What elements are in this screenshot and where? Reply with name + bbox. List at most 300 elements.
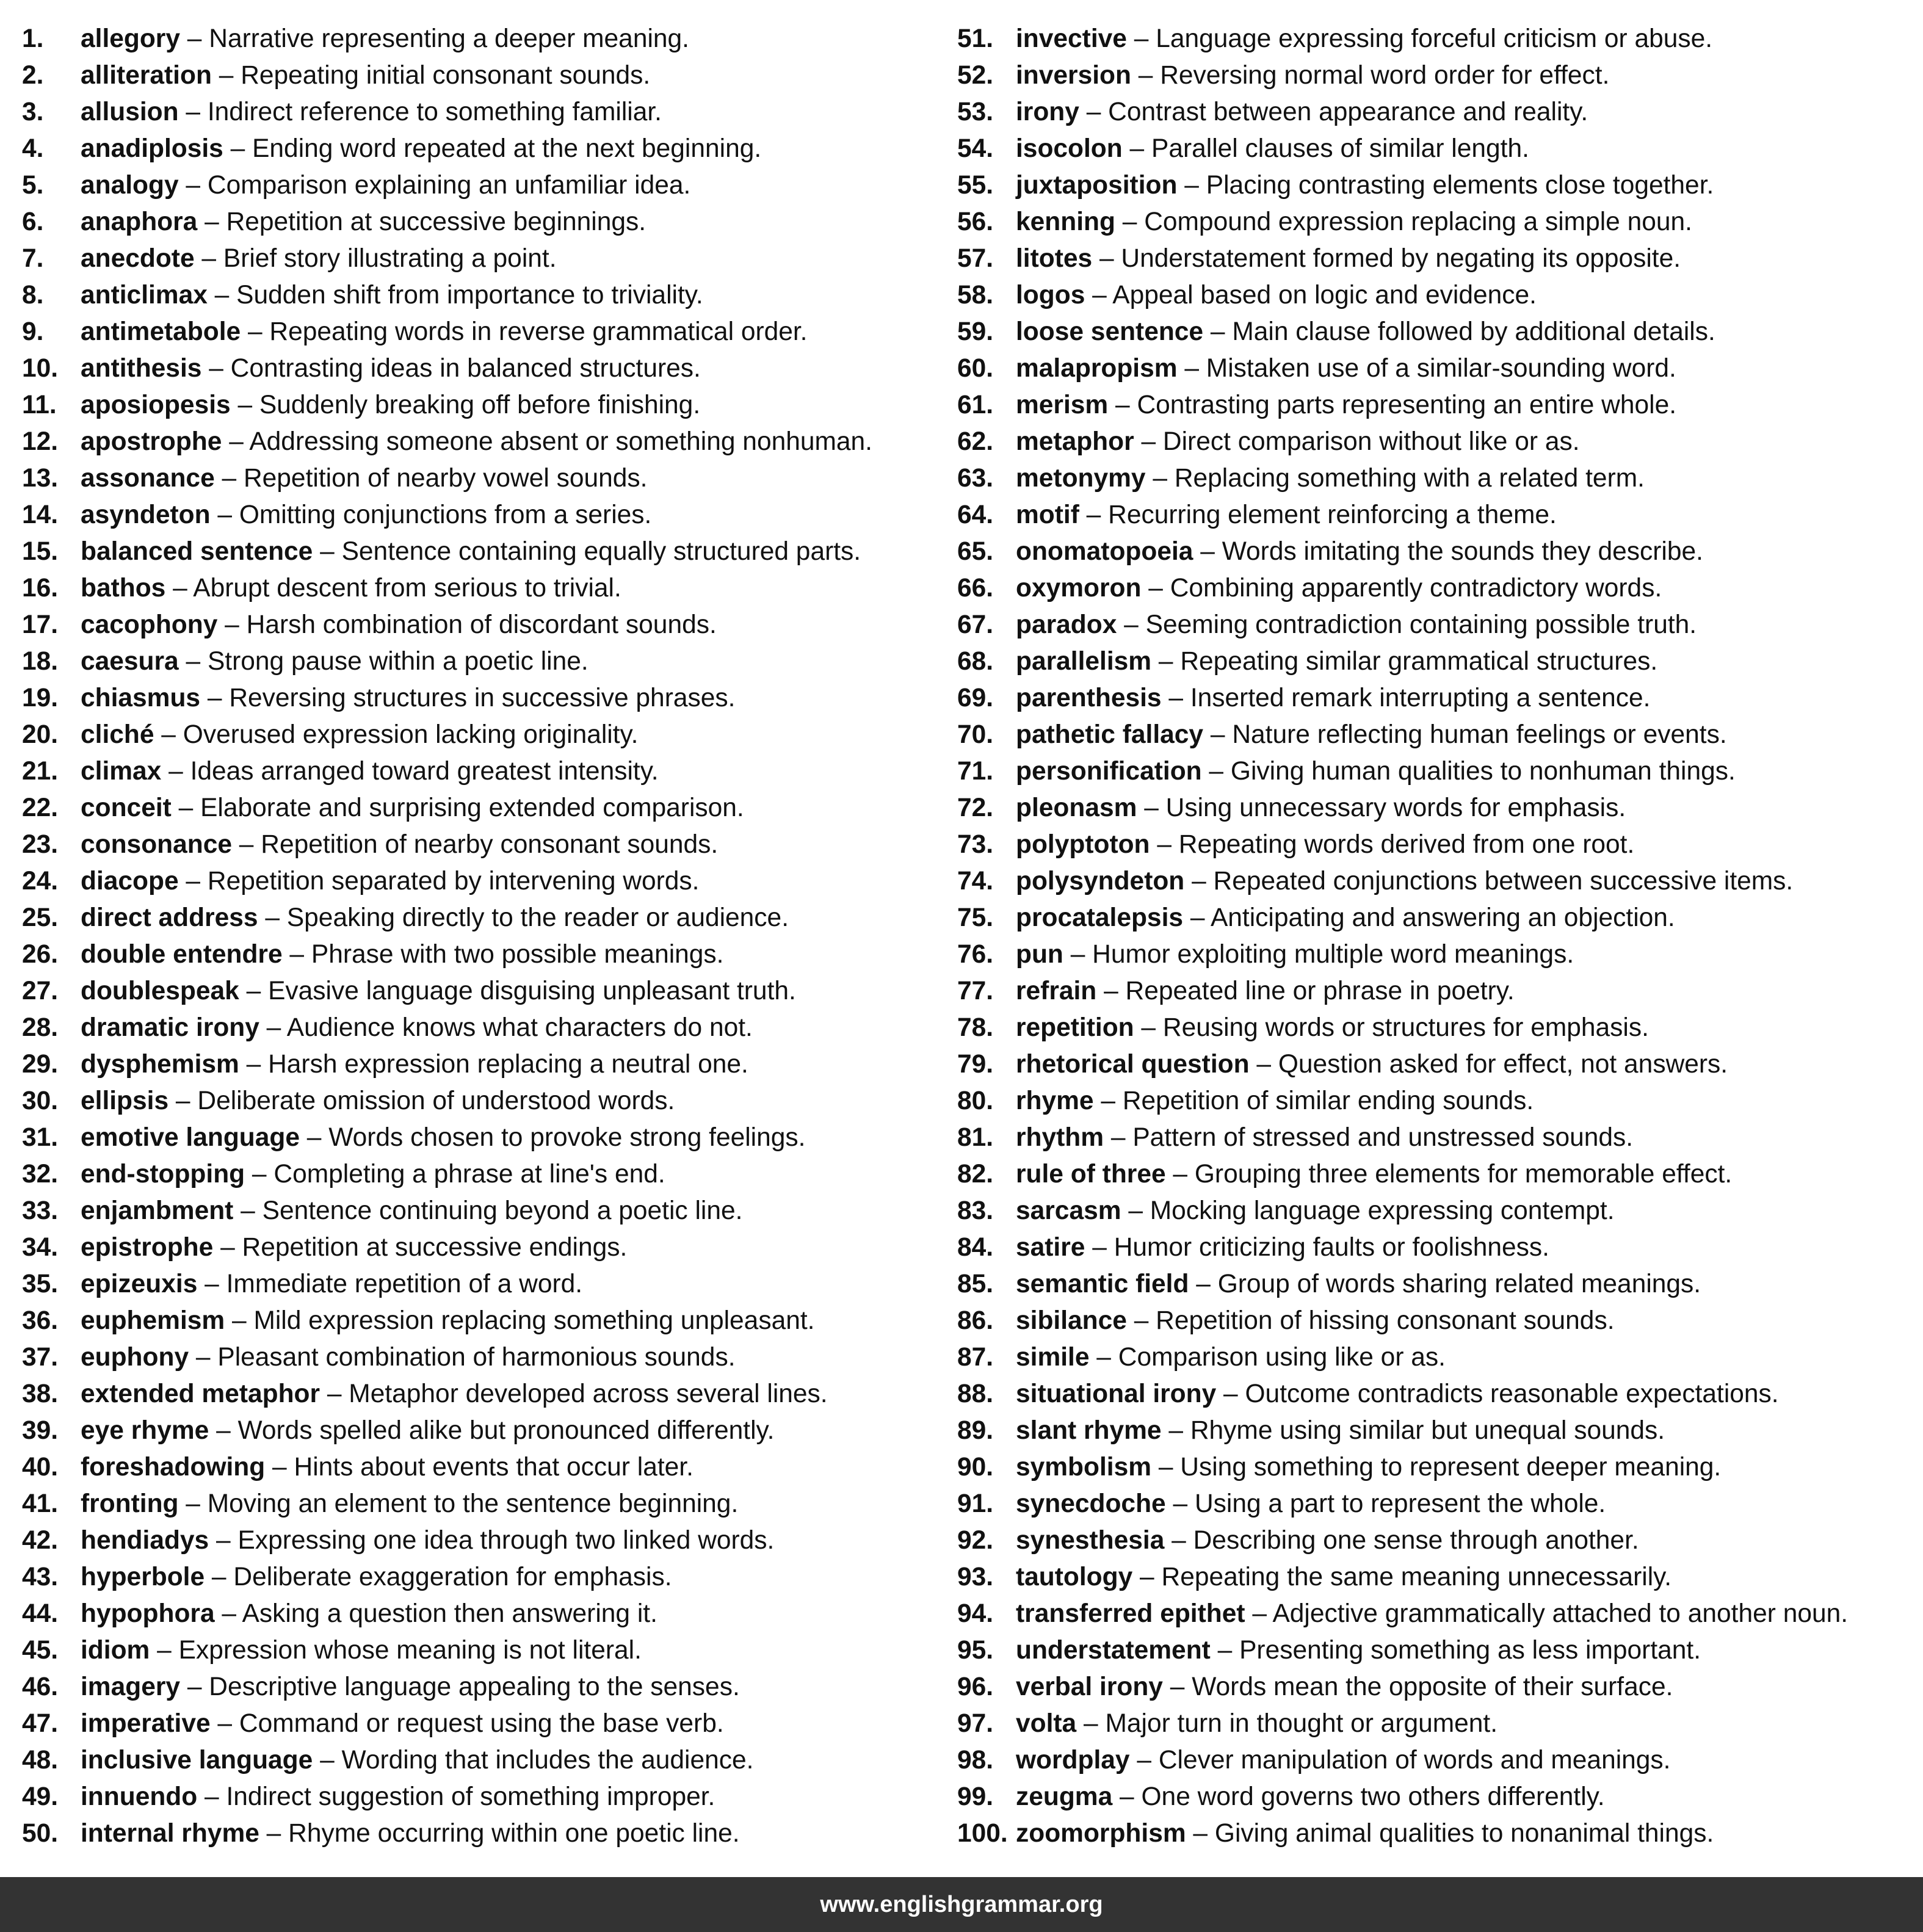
entry-term: inversion xyxy=(1016,61,1131,90)
term-list-left-column xyxy=(22,21,938,1852)
entry-text xyxy=(1016,827,1916,863)
glossary-entry xyxy=(957,790,1916,827)
entry-number: 1. xyxy=(22,24,44,53)
entry-number: 66. xyxy=(957,574,994,602)
entry-number: 36. xyxy=(22,1306,59,1335)
entry-text xyxy=(81,1046,938,1083)
entry-separator: – xyxy=(1122,134,1151,163)
entry-text xyxy=(1016,1559,1916,1596)
entry-term: parenthesis xyxy=(1016,684,1162,712)
entry-number: 14. xyxy=(22,501,59,529)
glossary-entry xyxy=(22,460,938,497)
entry-separator: – xyxy=(197,1782,226,1811)
entry-term: hyperbole xyxy=(81,1563,205,1591)
glossary-entry xyxy=(22,277,938,314)
entry-text xyxy=(81,1486,938,1522)
entry-term: double entendre xyxy=(81,940,283,969)
entry-definition: Words mean the opposite of their surface. xyxy=(1192,1673,1673,1701)
entry-definition: Repetition of nearby consonant sounds. xyxy=(261,830,719,859)
entry-definition: Harsh combination of discordant sounds. xyxy=(246,610,717,639)
entry-definition: Repeating words derived from one root. xyxy=(1178,830,1635,859)
entry-definition: Omitting conjunctions from a series. xyxy=(239,501,652,529)
glossary-entry xyxy=(22,607,938,643)
entry-number: 67. xyxy=(957,610,994,639)
entry-term: anticlimax xyxy=(81,281,208,309)
entry-term: climax xyxy=(81,757,162,786)
entry-text xyxy=(81,1229,938,1266)
entry-separator: – xyxy=(1151,647,1181,676)
entry-definition: Suddenly breaking off before finishing. xyxy=(259,391,701,419)
entry-text xyxy=(1016,790,1916,827)
entry-term: rhythm xyxy=(1016,1123,1104,1152)
entry-separator: – xyxy=(282,940,311,969)
entry-number: 69. xyxy=(957,684,994,712)
entry-term: situational irony xyxy=(1016,1380,1217,1408)
entry-number: 76. xyxy=(957,940,994,969)
entry-text xyxy=(81,277,938,314)
entry-separator: – xyxy=(1085,1233,1114,1262)
entry-text xyxy=(81,1266,938,1303)
entry-definition: Mocking language expressing contempt. xyxy=(1150,1196,1615,1225)
entry-separator: – xyxy=(1183,903,1211,932)
entry-number: 64. xyxy=(957,501,994,529)
entry-term: isocolon xyxy=(1016,134,1123,163)
entry-text xyxy=(81,973,938,1010)
entry-term: rule of three xyxy=(1016,1160,1166,1189)
entry-term: hypophora xyxy=(81,1599,215,1628)
entry-term: transferred epithet xyxy=(1016,1599,1245,1628)
glossary-entry xyxy=(957,643,1916,680)
entry-definition: Repeated conjunctions between successive items. xyxy=(1213,867,1794,895)
entry-number: 48. xyxy=(22,1746,59,1775)
entry-separator: – xyxy=(1161,1416,1190,1445)
entry-number: 80. xyxy=(957,1087,994,1115)
entry-number: 16. xyxy=(22,574,59,602)
entry-number: 11. xyxy=(22,391,57,419)
entry-separator: – xyxy=(211,61,241,90)
entry-number: 53. xyxy=(957,98,994,126)
entry-text xyxy=(81,94,938,131)
entry-separator: – xyxy=(214,464,244,493)
entry-number: 27. xyxy=(22,977,59,1005)
footer-url: www.englishgrammar.org xyxy=(820,1892,1103,1917)
glossary-entry xyxy=(957,497,1916,534)
entry-number: 12. xyxy=(22,427,59,456)
entry-text xyxy=(81,1120,938,1156)
entry-text xyxy=(1016,1083,1916,1120)
entry-number: 19. xyxy=(22,684,59,712)
entry-separator: – xyxy=(1161,684,1190,712)
entry-definition: Sentence containing equally structured parts. xyxy=(341,537,861,566)
entry-separator: – xyxy=(1079,98,1109,126)
entry-definition: Giving human qualities to nonhuman things. xyxy=(1230,757,1736,786)
entry-separator: – xyxy=(1085,281,1113,309)
entry-text xyxy=(1016,1522,1916,1559)
entry-text xyxy=(81,314,938,350)
entry-term: allusion xyxy=(81,98,179,126)
entry-separator: – xyxy=(1093,1087,1123,1115)
glossary-entry xyxy=(957,1779,1916,1815)
entry-term: emotive language xyxy=(81,1123,300,1152)
entry-number: 88. xyxy=(957,1380,994,1408)
entry-definition: Using a part to represent the whole. xyxy=(1194,1489,1606,1518)
entry-text xyxy=(81,1779,938,1815)
glossary-entry xyxy=(22,1596,938,1632)
entry-term: doublespeak xyxy=(81,977,239,1005)
glossary-entry xyxy=(957,460,1916,497)
entry-text xyxy=(81,204,938,241)
entry-separator: – xyxy=(165,574,194,602)
entry-separator: – xyxy=(239,977,269,1005)
entry-number: 40. xyxy=(22,1453,59,1482)
entry-number: 98. xyxy=(957,1746,994,1775)
glossary-entry xyxy=(957,350,1916,387)
glossary-entry xyxy=(22,643,938,680)
entry-separator: – xyxy=(1151,1453,1181,1482)
entry-definition: Words imitating the sounds they describe. xyxy=(1222,537,1703,566)
glossary-entry xyxy=(957,607,1916,643)
entry-number: 18. xyxy=(22,647,59,676)
entry-definition: Indirect suggestion of something improper. xyxy=(226,1782,715,1811)
entry-term: zeugma xyxy=(1016,1782,1113,1811)
entry-number: 2. xyxy=(22,61,44,90)
entry-number: 47. xyxy=(22,1709,59,1738)
entry-text xyxy=(1016,753,1916,790)
entry-separator: – xyxy=(1063,940,1093,969)
glossary-entry xyxy=(22,1083,938,1120)
entry-separator: – xyxy=(232,830,261,859)
entry-term: slant rhyme xyxy=(1016,1416,1162,1445)
entry-number: 55. xyxy=(957,171,994,200)
entry-text xyxy=(1016,167,1916,204)
glossary-entry xyxy=(22,1815,938,1852)
entry-term: caesura xyxy=(81,647,179,676)
glossary-entry xyxy=(957,1632,1916,1669)
glossary-entry xyxy=(22,21,938,57)
entry-definition: Mistaken use of a similar-sounding word. xyxy=(1206,354,1676,383)
entry-text xyxy=(81,1706,938,1742)
entry-definition: Command or request using the base verb. xyxy=(239,1709,724,1738)
entry-number: 22. xyxy=(22,794,59,822)
glossary-entry xyxy=(957,204,1916,241)
entry-separator: – xyxy=(1141,574,1170,602)
entry-number: 10. xyxy=(22,354,59,383)
entry-separator: – xyxy=(1145,464,1175,493)
entry-text xyxy=(1016,1632,1916,1669)
entry-text xyxy=(1016,1742,1916,1779)
entry-separator: – xyxy=(233,1196,263,1225)
entry-definition: Harsh expression replacing a neutral one. xyxy=(268,1050,748,1079)
entry-number: 50. xyxy=(22,1819,59,1848)
entry-term: conceit xyxy=(81,794,172,822)
entry-term: procatalepsis xyxy=(1016,903,1184,932)
entry-separator: – xyxy=(209,1526,238,1555)
glossary-entry xyxy=(22,1449,938,1486)
entry-text xyxy=(81,241,938,277)
entry-number: 46. xyxy=(22,1673,59,1701)
entry-definition: Pattern of stressed and unstressed sounds. xyxy=(1132,1123,1634,1152)
entry-term: imperative xyxy=(81,1709,211,1738)
entry-definition: Seeming contradiction containing possible truth. xyxy=(1145,610,1697,639)
entry-separator: – xyxy=(214,1599,242,1628)
entry-separator: – xyxy=(1096,977,1126,1005)
entry-number: 44. xyxy=(22,1599,59,1628)
entry-number: 90. xyxy=(957,1453,994,1482)
entry-separator: – xyxy=(154,720,183,749)
entry-definition: Anticipating and answering an objection. xyxy=(1210,903,1675,932)
entry-number: 81. xyxy=(957,1123,994,1152)
entry-term: aposiopesis xyxy=(81,391,231,419)
glossary-entry xyxy=(22,827,938,863)
glossary-entry xyxy=(957,936,1916,973)
entry-separator: – xyxy=(207,281,237,309)
entry-definition: Placing contrasting elements close together. xyxy=(1206,171,1714,200)
entry-term: internal rhyme xyxy=(81,1819,259,1848)
entry-definition: Appeal based on logic and evidence. xyxy=(1112,281,1537,309)
glossary-entry xyxy=(957,680,1916,717)
entry-definition: Repeating words in reverse grammatical order. xyxy=(269,317,808,346)
entry-number: 75. xyxy=(957,903,994,932)
entry-term: chiasmus xyxy=(81,684,201,712)
entry-text xyxy=(81,387,938,424)
entry-separator: – xyxy=(1108,391,1137,419)
entry-term: litotes xyxy=(1016,244,1093,273)
entry-text xyxy=(1016,204,1916,241)
entry-definition: Direct comparison without like or as. xyxy=(1162,427,1580,456)
entry-term: euphemism xyxy=(81,1306,225,1335)
entry-definition: Replacing something with a related term. xyxy=(1174,464,1645,493)
entry-separator: – xyxy=(209,1416,238,1445)
entry-number: 30. xyxy=(22,1087,59,1115)
entry-number: 96. xyxy=(957,1673,994,1701)
entry-text xyxy=(1016,863,1916,900)
glossary-entry xyxy=(22,1522,938,1559)
glossary-entry xyxy=(22,57,938,94)
entry-term: antithesis xyxy=(81,354,202,383)
entry-term: synesthesia xyxy=(1016,1526,1165,1555)
entry-text xyxy=(1016,350,1916,387)
entry-number: 100. xyxy=(957,1819,1008,1848)
entry-text xyxy=(81,827,938,863)
entry-term: bathos xyxy=(81,574,166,602)
entry-definition: Repetition of nearby vowel sounds. xyxy=(243,464,648,493)
entry-separator: – xyxy=(1162,1673,1192,1701)
entry-separator: – xyxy=(1150,830,1179,859)
entry-definition: Metaphor developed across several lines. xyxy=(349,1380,828,1408)
entry-number: 61. xyxy=(957,391,994,419)
entry-separator: – xyxy=(222,427,250,456)
entry-text xyxy=(81,1303,938,1339)
entry-number: 25. xyxy=(22,903,59,932)
entry-number: 97. xyxy=(957,1709,994,1738)
entry-separator: – xyxy=(213,1233,242,1262)
entry-term: satire xyxy=(1016,1233,1085,1262)
entry-separator: – xyxy=(1089,1343,1118,1372)
entry-separator: – xyxy=(1134,1013,1163,1042)
entry-text xyxy=(1016,1449,1916,1486)
entry-definition: Major turn in thought or argument. xyxy=(1105,1709,1498,1738)
entry-number: 6. xyxy=(22,208,44,236)
entry-definition: Language expressing forceful criticism or abuse. xyxy=(1156,24,1713,53)
entry-definition: Sentence continuing beyond a poetic line. xyxy=(262,1196,743,1225)
entry-term: paradox xyxy=(1016,610,1117,639)
entry-number: 89. xyxy=(957,1416,994,1445)
entry-text xyxy=(1016,1596,1916,1632)
entry-definition: Narrative representing a deeper meaning. xyxy=(209,24,689,53)
glossary-entry xyxy=(957,753,1916,790)
entry-text xyxy=(1016,1120,1916,1156)
entry-separator: – xyxy=(223,134,253,163)
entry-text xyxy=(1016,314,1916,350)
entry-separator: – xyxy=(245,1160,274,1189)
entry-number: 24. xyxy=(22,867,59,895)
entry-term: euphony xyxy=(81,1343,189,1372)
entry-definition: Ending word repeated at the next beginning. xyxy=(252,134,762,163)
glossary-entry xyxy=(22,1010,938,1046)
entry-text xyxy=(1016,1669,1916,1706)
entry-definition: Contrasting parts representing an entire whole. xyxy=(1137,391,1677,419)
entry-text xyxy=(81,1413,938,1449)
entry-number: 35. xyxy=(22,1270,59,1298)
entry-definition: Question asked for effect, not answers. xyxy=(1278,1050,1728,1079)
glossary-entry xyxy=(22,790,938,827)
glossary-entry xyxy=(957,387,1916,424)
glossary-entry xyxy=(22,753,938,790)
entry-separator: – xyxy=(313,1746,342,1775)
entry-separator: – xyxy=(201,354,231,383)
entry-definition: Describing one sense through another. xyxy=(1193,1526,1639,1555)
entry-text xyxy=(81,1083,938,1120)
entry-definition: Sudden shift from importance to triviality. xyxy=(236,281,703,309)
entry-number: 39. xyxy=(22,1416,59,1445)
glossary-entry xyxy=(957,1706,1916,1742)
entry-term: eye rhyme xyxy=(81,1416,209,1445)
entry-number: 9. xyxy=(22,317,44,346)
entry-number: 4. xyxy=(22,134,44,163)
glossary-entry xyxy=(957,1120,1916,1156)
entry-number: 42. xyxy=(22,1526,59,1555)
entry-text xyxy=(81,1815,938,1852)
entry-definition: Repeating similar grammatical structures. xyxy=(1180,647,1658,676)
entry-text xyxy=(81,570,938,607)
entry-term: inclusive language xyxy=(81,1746,313,1775)
entry-definition: Repetition separated by intervening words. xyxy=(207,867,700,895)
glossary-entry xyxy=(22,241,938,277)
entry-term: juxtaposition xyxy=(1016,171,1178,200)
glossary-entry xyxy=(22,863,938,900)
entry-number: 8. xyxy=(22,281,44,309)
entry-definition: Repeating the same meaning unnecessarily. xyxy=(1161,1563,1672,1591)
entry-number: 95. xyxy=(957,1636,994,1665)
entry-number: 99. xyxy=(957,1782,994,1811)
entry-term: anecdote xyxy=(81,244,195,273)
entry-number: 52. xyxy=(957,61,994,90)
entry-text xyxy=(81,753,938,790)
entry-term: dramatic irony xyxy=(81,1013,259,1042)
entry-number: 21. xyxy=(22,757,59,786)
entry-separator: – xyxy=(1193,537,1222,566)
entry-text xyxy=(1016,1303,1916,1339)
entry-definition: Reusing words or structures for emphasis. xyxy=(1162,1013,1649,1042)
glossary-entry xyxy=(957,1413,1916,1449)
glossary-entry xyxy=(957,21,1916,57)
entry-term: malapropism xyxy=(1016,354,1178,383)
entry-definition: Adjective grammatically attached to another noun. xyxy=(1272,1599,1849,1628)
entry-separator: – xyxy=(1245,1599,1273,1628)
entry-text xyxy=(81,1669,938,1706)
glossary-entry xyxy=(22,1669,938,1706)
glossary-entry xyxy=(957,1193,1916,1229)
glossary-entry xyxy=(22,534,938,570)
glossary-entry xyxy=(957,1742,1916,1779)
entry-number: 84. xyxy=(957,1233,994,1262)
entry-term: loose sentence xyxy=(1016,317,1204,346)
entry-separator: – xyxy=(258,903,287,932)
entry-text xyxy=(81,21,938,57)
entry-text xyxy=(1016,1010,1916,1046)
entry-number: 20. xyxy=(22,720,59,749)
entry-separator: – xyxy=(200,684,230,712)
entry-definition: Comparison explaining an unfamiliar idea. xyxy=(207,171,691,200)
entry-term: parallelism xyxy=(1016,647,1152,676)
glossary-entry xyxy=(957,1083,1916,1120)
entry-term: tautology xyxy=(1016,1563,1133,1591)
entry-definition: Repetition of similar ending sounds. xyxy=(1122,1087,1534,1115)
entry-term: innuendo xyxy=(81,1782,198,1811)
entry-separator: – xyxy=(1203,317,1233,346)
entry-text xyxy=(81,534,938,570)
entry-separator: – xyxy=(205,1563,234,1591)
glossary-entry xyxy=(957,900,1916,936)
entry-separator: – xyxy=(178,171,208,200)
entry-text xyxy=(81,131,938,167)
entry-text xyxy=(1016,94,1916,131)
entry-definition: Humor criticizing faults or foolishness. xyxy=(1114,1233,1549,1262)
entry-separator: – xyxy=(150,1636,179,1665)
site-footer xyxy=(0,1877,1923,1932)
entry-term: epistrophe xyxy=(81,1233,214,1262)
entry-text xyxy=(1016,1706,1916,1742)
entry-number: 58. xyxy=(957,281,994,309)
entry-separator: – xyxy=(168,1087,198,1115)
glossary-entry xyxy=(957,1486,1916,1522)
entry-number: 5. xyxy=(22,171,44,200)
entry-number: 56. xyxy=(957,208,994,236)
entry-separator: – xyxy=(1249,1050,1278,1079)
entry-separator: – xyxy=(1177,354,1206,383)
entry-number: 63. xyxy=(957,464,994,493)
entry-number: 73. xyxy=(957,830,994,859)
entry-definition: Expressing one idea through two linked words. xyxy=(237,1526,775,1555)
entry-text xyxy=(81,790,938,827)
entry-term: polyptoton xyxy=(1016,830,1150,859)
entry-text xyxy=(81,1742,938,1779)
entry-text xyxy=(1016,241,1916,277)
entry-text xyxy=(81,1376,938,1413)
entry-text xyxy=(81,350,938,387)
entry-term: pun xyxy=(1016,940,1063,969)
entry-term: metaphor xyxy=(1016,427,1134,456)
entry-term: polysyndeton xyxy=(1016,867,1185,895)
entry-term: refrain xyxy=(1016,977,1097,1005)
entry-term: allegory xyxy=(81,24,180,53)
entry-separator: – xyxy=(1104,1123,1133,1152)
entry-definition: Grouping three elements for memorable effect. xyxy=(1194,1160,1733,1189)
glossary-entry xyxy=(22,94,938,131)
entry-definition: Deliberate omission of understood words. xyxy=(197,1087,675,1115)
glossary-entry xyxy=(957,1303,1916,1339)
entry-number: 65. xyxy=(957,537,994,566)
